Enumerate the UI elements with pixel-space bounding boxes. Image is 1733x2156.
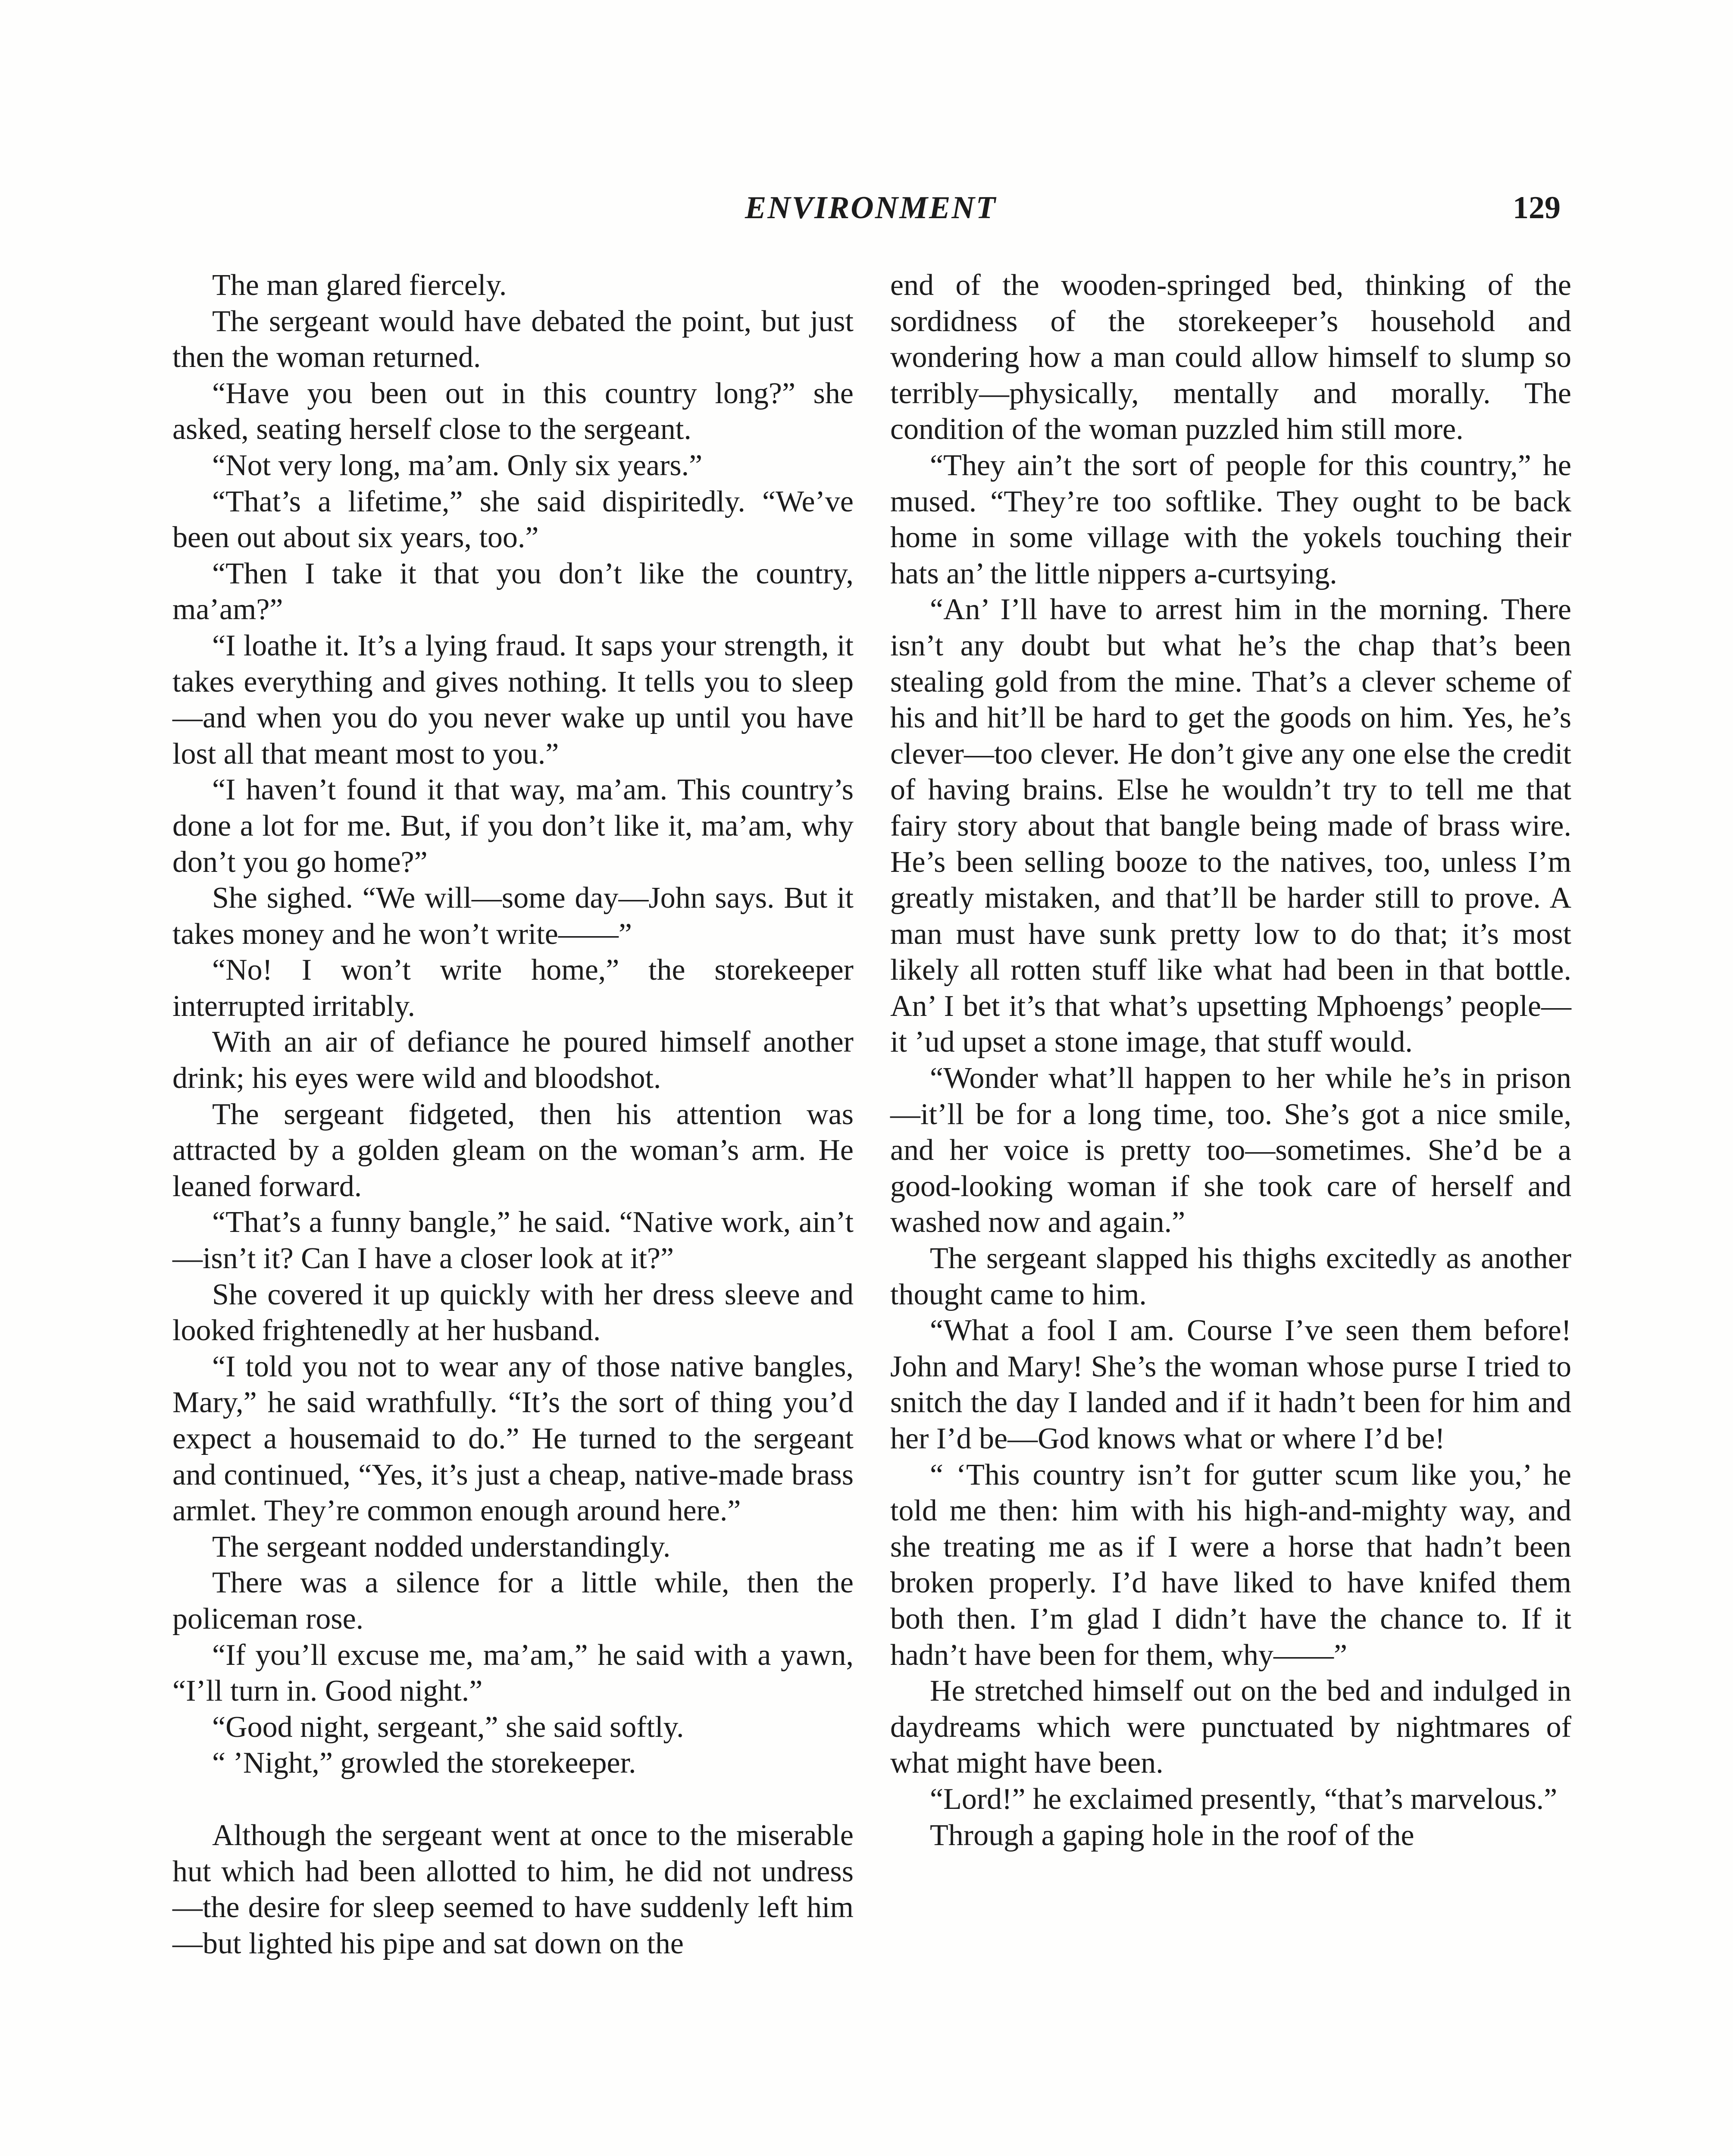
paragraph: “They ain’t the sort of people for this country,” he mused. “They’re too softlike. They ought to be back home in some village with the yokels touching their hats an’ the little nippers a-curtsying.: [890, 448, 1571, 590]
paragraph: “Good night, sergeant,” she said softly.: [212, 1710, 684, 1744]
paragraph: There was a silence for a little while, then the policeman rose.: [172, 1566, 854, 1636]
paragraph: The sergeant fidgeted, then his attention was attracted by a golden gleam on the woman’s arm. He leaned forward.: [172, 1097, 854, 1203]
paragraph: “ ‘This country isn’t for gutter scum like you,’ he told me then: him with his high-and-mighty way, and she treating me as if I were a horse that hadn’t been broken properly. I’d have liked to have knifed them both then. I’m glad I didn’t have the chance to. If it hadn’t have been for them, why——”: [890, 1458, 1571, 1672]
paragraph: “An’ I’ll have to arrest him in the morning. There isn’t any doubt but what he’s the chap that’s been stealing gold from the mine. That’s a clever scheme of his and hit’ll be hard to get the goods on him. Yes, he’s clever—too clever. He don’t give any one else the credit of having brains. Else he wouldn’t try to tell me that fairy story about that bangle being made of brass wire. He’s been selling booze to the natives, too, unless I’m greatly mistaken, and that’ll be harder still to prove. A man must have sunk pretty low to do that; it’s most likely all rotten stuff like what had been in that bottle. An’ I bet it’s that what’s upsetting Mphoengs’ people—it ’ud upset a stone image, that stuff would.: [890, 593, 1571, 1059]
paragraph: The sergeant slapped his thighs excitedly as another thought came to him.: [890, 1242, 1571, 1311]
paragraph: Although the sergeant went at once to the miserable hut which had been allotted to him, he did not undress—the desire for sleep seemed to have suddenly left him—but lighted his pipe and sat down on the: [172, 1818, 854, 1960]
paragraph: “Lord!” he exclaimed presently, “that’s marvelous.”: [930, 1782, 1558, 1816]
text-column-left: [172, 267, 854, 1962]
paragraph: “That’s a funny bangle,” he said. “Native work, ain’t—isn’t it? Can I have a closer look at it?”: [172, 1206, 854, 1275]
paragraph: The sergeant nodded understandingly.: [212, 1530, 671, 1564]
paragraph: “Not very long, ma’am. Only six years.”: [212, 448, 703, 482]
text-column-right: [890, 267, 1571, 1853]
paragraph: He stretched himself out on the bed and indulged in daydreams which were punctuated by nightmares of what might have been.: [890, 1674, 1571, 1780]
paragraph: “What a fool I am. Course I’ve seen them before! John and Mary! She’s the woman whose purse I tried to snitch the day I landed and if it hadn’t been for him and her I’d be—God knows what or where I’d be!: [890, 1314, 1571, 1455]
paragraph: “I loathe it. It’s a lying fraud. It saps your strength, it takes everything and gives nothing. It tells you to sleep—and when you do you never wake up until you have lost all that meant most to you.”: [172, 629, 854, 771]
paragraph: “ ’Night,” growled the storekeeper.: [212, 1746, 636, 1780]
paragraph: With an air of defiance he poured himself another drink; his eyes were wild and bloodshot.: [172, 1025, 854, 1095]
paragraph: She sighed. “We will—some day—John says. But it takes money and he won’t write——”: [172, 881, 854, 951]
paragraph-continued: end of the wooden-springed bed, thinking of the sordidness of the storekeeper’s household and wondering how a man could allow himself to slump so terribly—physically, mentally and morally. The condition of the woman puzzled him still more.: [890, 269, 1571, 446]
paragraph: “I haven’t found it that way, ma’am. This country’s done a lot for me. But, if you don’t like it, ma’am, why don’t you go home?”: [172, 773, 854, 879]
section-break: [172, 1781, 854, 1818]
running-head: [172, 190, 1569, 241]
paragraph: She covered it up quickly with her dress sleeve and looked frightenedly at her husband.: [172, 1278, 854, 1348]
paragraph: “That’s a lifetime,” she said dispiritedly. “We’ve been out about six years, too.”: [172, 485, 854, 555]
paragraph: “Then I take it that you don’t like the country, ma’am?”: [172, 557, 854, 627]
page-number: 129: [1513, 190, 1561, 226]
paragraph: “If you’ll excuse me, ma’am,” he said with a yawn, “I’ll turn in. Good night.”: [172, 1638, 854, 1708]
paragraph: “Wonder what’ll happen to her while he’s in prison—it’ll be for a long time, too. She’s got a nice smile, and her voice is pretty too—sometimes. She’d be a good-looking woman if she took care of herself and washed now and again.”: [890, 1062, 1571, 1239]
paragraph: Through a gaping hole in the roof of the: [930, 1818, 1414, 1852]
paragraph: “Have you been out in this country long?” she asked, seating herself close to the sergeant.: [172, 376, 854, 446]
paragraph: The man glared fiercely.: [212, 269, 507, 302]
paragraph: The sergeant would have debated the point, but just then the woman returned.: [172, 304, 854, 374]
running-title: ENVIRONMENT: [745, 190, 997, 226]
paragraph: “I told you not to wear any of those native bangles, Mary,” he said wrathfully. “It’s the sort of thing you’d expect a housemaid to do.” He turned to the sergeant and continued, “Yes, it’s just a cheap, native-made brass armlet. They’re common enough around here.”: [172, 1350, 854, 1528]
paragraph: “No! I won’t write home,” the storekeeper interrupted irritably.: [172, 953, 854, 1023]
